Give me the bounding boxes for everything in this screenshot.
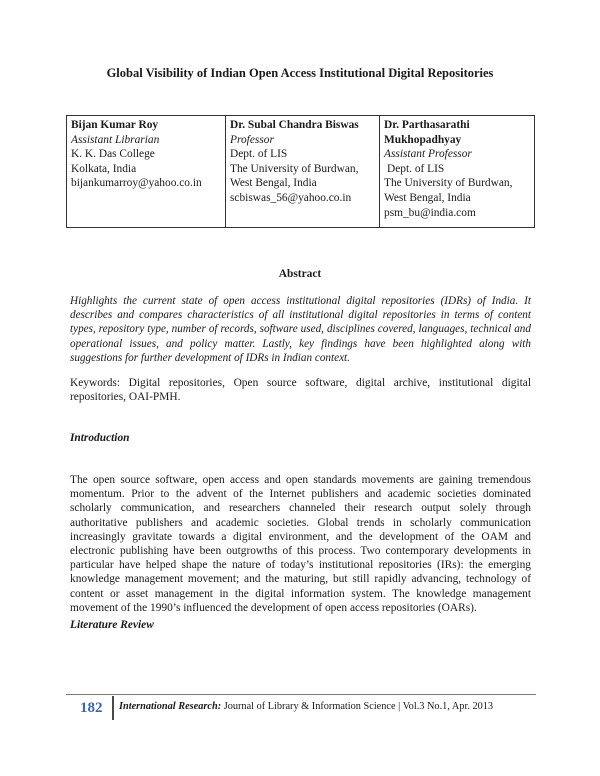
author-name: Bijan Kumar Roy <box>71 119 159 131</box>
author-email: bijankumarroy@yahoo.co.in <box>71 177 202 190</box>
author-cell <box>379 116 534 227</box>
author-role: Assistant Librarian <box>71 133 160 146</box>
page-footer <box>66 694 536 720</box>
footer-rule <box>66 694 536 695</box>
author-department: Dept. of LIS <box>387 162 445 175</box>
author-name: Dr. Parthasarathi <box>384 119 470 131</box>
author-affiliation: The University of Burdwan, <box>230 162 359 175</box>
author-role: Assistant Professor <box>384 148 472 161</box>
journal-volume: | Vol.3 No.1, Apr. 2013 <box>395 701 494 712</box>
author-name-continued: Mukhopadhyay <box>384 133 462 146</box>
author-cell <box>67 116 225 227</box>
keywords: Keywords: Digital repositories, Open source software, digital archive, institutional digital repositories, OAI-PMH. <box>70 377 531 404</box>
journal-name-bold: International Research: <box>119 701 222 712</box>
author-email: scbiswas_56@yahoo.co.in <box>230 191 352 204</box>
abstract-heading: Abstract <box>278 268 322 280</box>
author-role: Professor <box>230 133 274 146</box>
journal-name-rest: Journal of Library & Information Science <box>221 701 396 712</box>
introduction-text: The open source software, open access and open standards movements are gaining tremendous momentum. Prior to the advent of the Internet publishers and academic societies dominated scholarly communication, and researchers channeled their research output solely through authoritative publishers and academic societies. Global trends in scholarly communication increasingly gravitate towards a digital environment, and the development of the OAM and electronic publishing have been outgrowths of this process. Two contemporary developments in particular have helped shape the nature of today’s institutional repositories (IRs): the emerging knowledge management movement; and the maturing, but still rapidly advancing, technology of content or asset management in the digital information system. The knowledge management movement of the 1990’s influenced the development of open access repositories (OARs). <box>70 474 531 614</box>
literature-review-heading: Literature Review <box>70 619 154 631</box>
author-location: West Bengal, India <box>384 191 471 204</box>
paper-title: Global Visibility of Indian Open Access Institutional Digital Repositories <box>106 66 494 80</box>
author-affiliation: The University of Burdwan, <box>384 177 513 190</box>
introduction-heading: Introduction <box>70 432 130 444</box>
author-name: Dr. Subal Chandra Biswas <box>230 119 359 131</box>
author-department: Dept. of LIS <box>230 148 288 161</box>
author-affiliation: K. K. Das College <box>71 148 155 161</box>
abstract-text: Highlights the current state of open access institutional digital repositories (IDRs) of India. It describes and compares characteristics of all institutional digital repositories in terms of content types, repository type, number of records, software used, disciplines covered, languages, technical and operational issues, and policy matter. Lastly, key findings have been highlighted along with suggestions for further development of IDRs in Indian context. <box>70 295 531 364</box>
journal-citation <box>119 701 493 712</box>
author-location: West Bengal, India <box>230 177 317 190</box>
author-location: Kolkata, India <box>71 162 137 175</box>
page-number: 182 <box>80 700 103 716</box>
author-table <box>66 115 535 228</box>
author-email: psm_bu@india.com <box>384 206 476 219</box>
author-cell <box>225 116 379 227</box>
footer-separator <box>112 696 114 720</box>
